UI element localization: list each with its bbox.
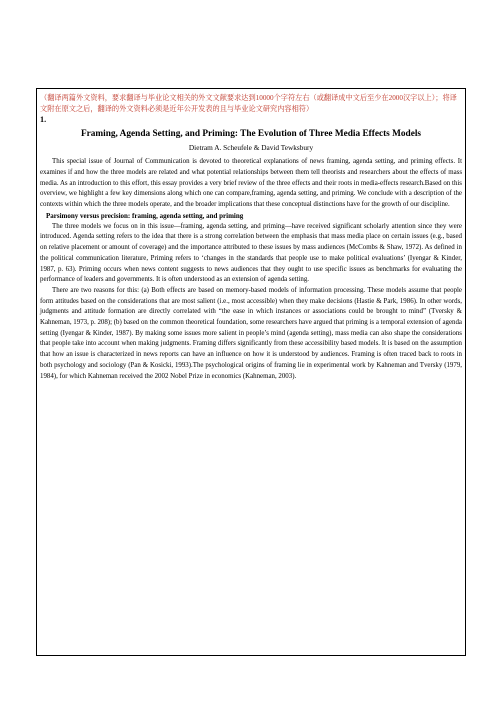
article-authors: Dietram A. Scheufele & David Tewksbury (188, 143, 314, 153)
translation-notice: （翻译两篇外文资料，要求翻译与毕业论文相关的外文文献要求达到10000个字符左右（或翻译成中文后至少在2000汉字以上）；将译文附在原文之后，翻译的外文资料必须是近年公开发表的且与毕业论文研究内容相符） (40, 94, 457, 113)
section-heading: Parsimony versus precision: framing, agenda setting, and priming (46, 211, 244, 220)
body-paragraph-2: There are two reasons for this: (a) Both effects are based on memory-based models of information processing. These models assume that people form attitudes based on the considerations that are most salient (i.e., most accessible) when they make decisions (Hastie & Park, 1986). In other words, judgments and attitude formation are directly correlated with “the ease in which instances or associations could be brought to mind” (Tversky & Kahneman, 1973, p. 208); (b) based on the common theoretical foundation, some researchers have argued that priming is a temporal extension of agenda setting (Iyengar & Kinder, 1987). By making some issues more salient in people’s mind (agenda setting), mass media can also shape the considerations that people take into account when making judgments. Framing differs significantly from these accessibility based models. It is based on the assumption that how an issue is characterized in news reports can have an influence on how it is understood by audiences. Framing is often traced back to roots in both psychology and sociology (Pan & Kosicki, 1993).The psychological origins of framing lie in experimental work by Kahneman and Tversky (1979, 1984), for which Kahneman received the 2002 Nobel Prize in economics (Kahneman, 2003). (40, 286, 462, 380)
document-frame (36, 88, 466, 656)
section-number: 1. (40, 115, 47, 125)
abstract-paragraph: This special issue of Journal of Communication is devoted to theoretical explanations of news framing, agenda setting, and priming effects. It examines if and how the three models are related and what potential relationships between them tell theorists and researchers about the effects of mass media. As an introduction to this effort, this essay provides a very brief review of the three effects and their roots in media-effects research.Based on this overview, we highlight a few key dimensions along which one can compare,framing, agenda setting, and priming. We conclude with a description of the contexts within which the three models operate, and the broader implications that these conceptual distinctions have for the growth of our discipline. (40, 158, 462, 208)
article-title: Framing, Agenda Setting, and Priming: The Evolution of Three Media Effects Models (80, 129, 422, 140)
body-paragraph-1: The three models we focus on in this issue—framing, agenda setting, and priming—have received significant scholarly attention since they were introduced. Agenda setting refers to the idea that there is a strong correlation between the emphasis that mass media place on certain issues (e.g., based on relative placement or amount of coverage) and the importance attributed to these issues by mass audiences (McCombs & Shaw, 1972). As defined in the political communication literature, Priming refers to ‘changes in the standards that people use to make political evaluations’ (Iyengar & Kinder, 1987, p. 63). Priming occurs when news content suggests to news audiences that they ought to use specific issues as benchmarks for evaluating the performance of leaders and governments. It is often understood as an extension of agenda setting. (40, 222, 462, 284)
